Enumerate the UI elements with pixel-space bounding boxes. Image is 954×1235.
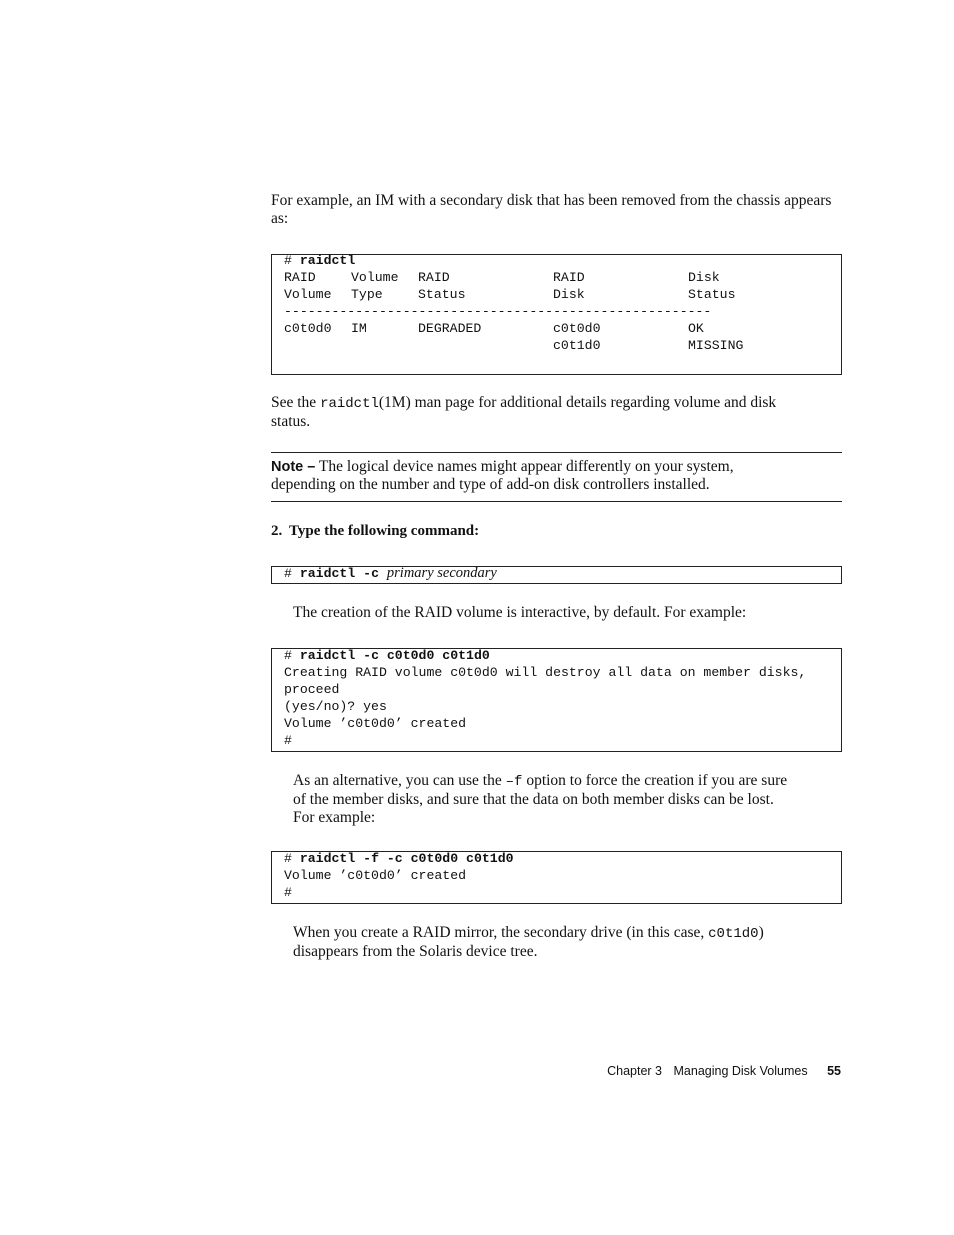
table-divider: ------------------------------------------------------ [284, 304, 712, 319]
command-box [271, 566, 842, 584]
intro-paragraph: For example, an IM with a secondary disk that has been removed from the chassis appears as: [271, 192, 832, 227]
table-header-row-2 [284, 286, 834, 303]
header-cell: Status [418, 287, 466, 302]
command: raidctl -f -c c0t0d0 c0t1d0 [299, 851, 514, 866]
prompt: # [284, 648, 292, 663]
header-cell: Status [688, 287, 736, 302]
text: ) [758, 924, 764, 941]
alternative-paragraph [293, 772, 848, 827]
table-row [284, 320, 834, 337]
command-line [284, 252, 834, 269]
command-args: primary secondary [386, 565, 497, 581]
page-number: 55 [827, 1064, 841, 1078]
text: of the member disks, and sure that the data on both member disks can be lost. [293, 791, 774, 808]
note-bottom-rule [271, 501, 842, 502]
header-cell: RAID [284, 270, 316, 285]
note-top-rule [271, 452, 842, 453]
command: raidctl [299, 253, 356, 268]
note-text: depending on the number and type of add-on disk controllers installed. [271, 476, 710, 493]
output-line: Volume ’c0t0d0’ created [284, 716, 467, 731]
step-text: Type the following command: [289, 523, 480, 539]
output-line: Volume ’c0t0d0’ created [284, 868, 467, 883]
disk-cell: c0t1d0 [553, 338, 601, 353]
step-number: 2. [271, 523, 283, 539]
header-cell: RAID [553, 270, 585, 285]
chapter-title: Managing Disk Volumes [673, 1064, 808, 1078]
prompt: # [284, 253, 292, 268]
chapter-number: Chapter 3 [607, 1064, 663, 1078]
table-header-row-1 [284, 269, 834, 286]
raid-status-cell: DEGRADED [418, 321, 482, 336]
text: status. [271, 413, 311, 430]
disk-cell: c0t0d0 [553, 321, 601, 336]
command-line [284, 647, 840, 664]
force-create-output-box [271, 851, 842, 904]
header-cell: Disk [553, 287, 585, 302]
output-line: (yes/no)? yes [284, 699, 387, 714]
note [271, 458, 846, 494]
prompt: # [284, 566, 292, 581]
text: disappears from the Solaris device tree. [293, 943, 538, 960]
header-cell: Volume [284, 287, 332, 302]
note-label: Note – [271, 459, 316, 475]
output-line: Creating RAID volume c0t0d0 will destroy all data on member disks, [284, 665, 807, 680]
text: When you create a RAID mirror, the secondary drive (in this case, [293, 924, 709, 941]
disk-status-cell: MISSING [688, 338, 744, 353]
output-line: # [284, 885, 292, 900]
command: raidctl -c c0t0d0 c0t1d0 [299, 648, 490, 663]
see-also-paragraph [271, 394, 846, 431]
header-cell: Disk [688, 270, 720, 285]
step-heading [271, 522, 479, 540]
man-page-name: raidctl [320, 396, 379, 412]
type-cell: IM [351, 321, 367, 336]
text: See the [271, 394, 321, 411]
table-row [284, 337, 834, 354]
output-line: # [284, 733, 292, 748]
output-line: proceed [284, 682, 340, 697]
text: For example: [293, 809, 376, 826]
text: option to force the creation if you are sure [522, 772, 788, 789]
prompt: # [284, 851, 292, 866]
option-flag: –f [505, 774, 523, 790]
raidctl-output-box [271, 254, 842, 375]
header-cell: Type [351, 287, 383, 302]
interactive-paragraph: The creation of the RAID volume is interactive, by default. For example: [293, 604, 747, 621]
note-text: The logical device names might appear differently on your system, [315, 458, 734, 475]
header-cell: Volume [351, 270, 399, 285]
device-name: c0t1d0 [708, 926, 759, 942]
command: raidctl -c [299, 566, 379, 581]
create-output-box [271, 648, 842, 752]
disk-status-cell: OK [688, 321, 704, 336]
text: (1M) man page for additional details regarding volume and disk [378, 394, 777, 411]
mirror-paragraph [293, 924, 848, 961]
command-line [284, 850, 514, 867]
page-footer [607, 1064, 841, 1078]
header-cell: RAID [418, 270, 450, 285]
volume-cell: c0t0d0 [284, 321, 332, 336]
text: As an alternative, you can use the [293, 772, 506, 789]
